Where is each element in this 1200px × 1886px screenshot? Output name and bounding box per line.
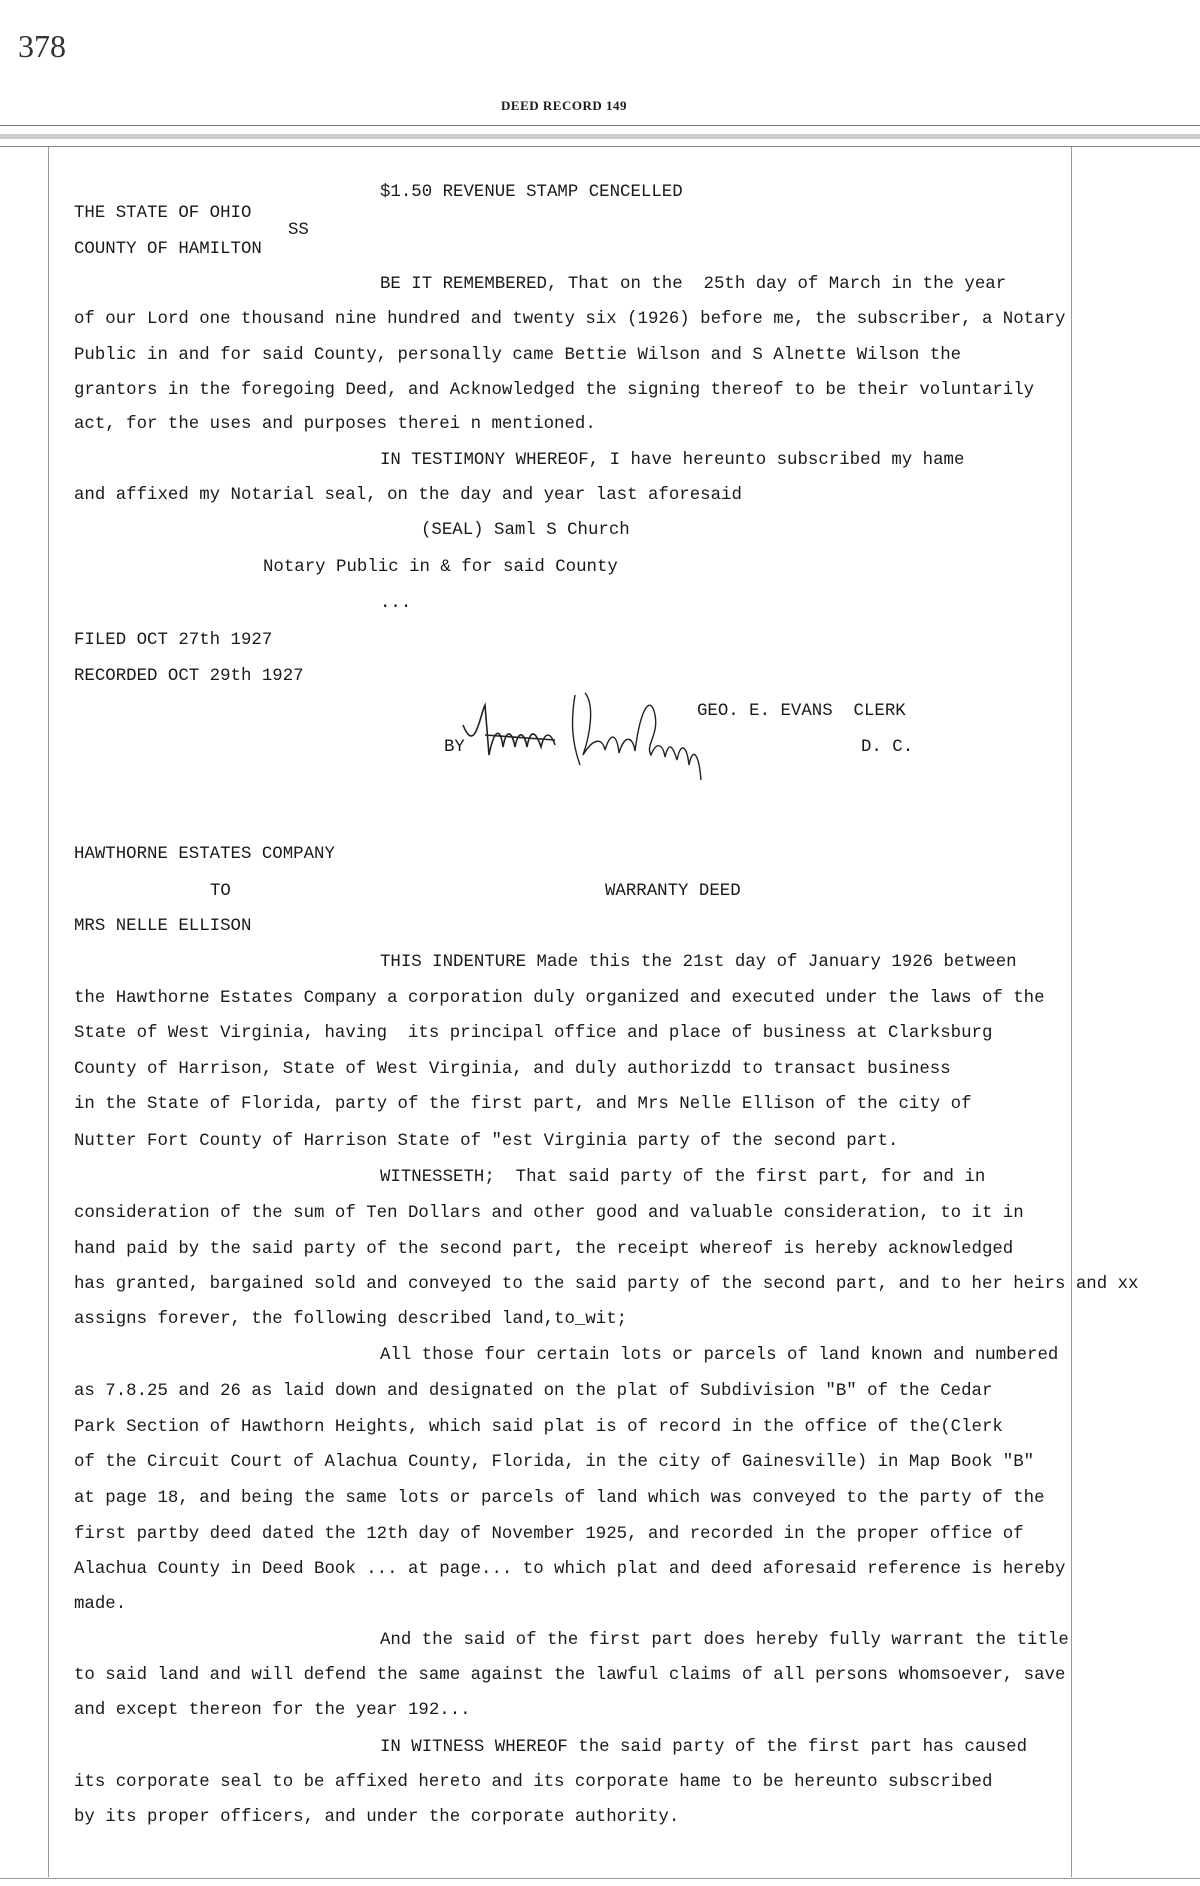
ack-line: BE IT REMEMBERED, That on the 25th day of March in the year [380, 275, 1007, 294]
to-label: TO [210, 882, 231, 901]
page-number: 378 [18, 28, 66, 64]
deed-line: Alachua County in Deed Book ... at page... to which plat and deed aforesaid reference is hereby [74, 1560, 1066, 1579]
ack-line: grantors in the foregoing Deed, and Acknowledged the signing thereof to be their voluntarily [74, 381, 1035, 400]
ack-line: of our Lord one thousand nine hundred and twenty six (1926) before me, the subscriber, a Notary [74, 310, 1066, 329]
deed-line: THIS INDENTURE Made this the 21st day of January 1926 between [380, 953, 1017, 972]
handwritten-signature [455, 685, 765, 795]
deed-line: Park Section of Hawthorn Heights, which said plat is of record in the office of the(Clerk [74, 1418, 1003, 1437]
deed-line: All those four certain lots or parcels of land known and numbered [380, 1346, 1059, 1365]
deed-line: made. [74, 1595, 127, 1614]
ack-line: act, for the uses and purposes therei n mentioned. [74, 415, 596, 434]
left-margin-line [48, 147, 49, 1877]
deed-line: has granted, bargained sold and conveyed to the said party of the second part, and to her heirs and xx [74, 1275, 1139, 1294]
state-label: THE STATE OF OHIO [74, 204, 252, 223]
deed-line: IN WITNESS WHEREOF the said party of the first part has caused [380, 1738, 1028, 1757]
deed-line: hand paid by the said party of the second part, the receipt whereof is hereby acknowledged [74, 1240, 1014, 1259]
ack-line: and affixed my Notarial seal, on the day and year last aforesaid [74, 486, 742, 505]
deed-line: Nutter Fort County of Harrison State of "est Virginia party of the second part. [74, 1132, 899, 1151]
clerk-name: GEO. E. EVANS CLERK [697, 702, 906, 721]
deed-line: to said land and will defend the same against the lawful claims of all persons whomsoever, save [74, 1666, 1066, 1685]
revenue-stamp-note: $1.50 REVENUE STAMP CENCELLED [380, 183, 683, 202]
deed-line: assigns forever, the following described land,to_wit; [74, 1310, 628, 1329]
deed-line: and except thereon for the year 192... [74, 1701, 471, 1720]
deed-line: WITNESSETH; That said party of the first part, for and in [380, 1168, 986, 1187]
recorded-date: RECORDED OCT 29th 1927 [74, 667, 304, 686]
deed-line: State of West Virginia, having its principal office and place of business at Clarksburg [74, 1024, 993, 1043]
notary-seal: (SEAL) Saml S Church [421, 521, 630, 540]
deed-line: County of Harrison, State of West Virginia, and duly authorizdd to transact business [74, 1060, 951, 1079]
header-rule-bottom [0, 146, 1200, 147]
ack-line: IN TESTIMONY WHEREOF, I have hereunto subscribed my hame [380, 451, 965, 470]
header-rule-top [0, 125, 1200, 126]
deed-line: as 7.8.25 and 26 as laid down and designated on the plat of Subdivision "B" of the Cedar [74, 1382, 993, 1401]
deed-line: its corporate seal to be affixed hereto and its corporate hame to be hereunto subscribed [74, 1773, 993, 1792]
ellipsis: ... [380, 594, 412, 613]
deed-line: of the Circuit Court of Alachua County, Florida, in the city of Gainesville) in Map Book "B" [74, 1453, 1035, 1472]
grantor-name: HAWTHORNE ESTATES COMPANY [74, 845, 335, 864]
deed-line: the Hawthorne Estates Company a corporation duly organized and executed under the laws of the [74, 989, 1045, 1008]
notary-title: Notary Public in & for said County [263, 558, 618, 577]
bottom-rule [0, 1878, 1200, 1879]
right-margin-line [1071, 147, 1072, 1877]
ss-label: SS [288, 221, 309, 240]
county-label: COUNTY OF HAMILTON [74, 240, 262, 259]
header-rule-middle [0, 134, 1200, 139]
deed-line: at page 18, and being the same lots or parcels of land which was conveyed to the party of the [74, 1489, 1045, 1508]
deed-line: And the said of the first part does hereby fully warrant the title [380, 1631, 1069, 1650]
grantee-name: MRS NELLE ELLISON [74, 917, 252, 936]
deed-line: by its proper officers, and under the corporate authority. [74, 1808, 680, 1827]
deed-line: first partby deed dated the 12th day of November 1925, and recorded in the proper office of [74, 1525, 1024, 1544]
page-header: DEED RECORD 149 [501, 98, 627, 113]
deed-type-title: WARRANTY DEED [605, 882, 741, 901]
filed-date: FILED OCT 27th 1927 [74, 631, 273, 650]
deed-line: in the State of Florida, party of the first part, and Mrs Nelle Ellison of the city of [74, 1095, 972, 1114]
ack-line: Public in and for said County, personally came Bettie Wilson and S Alnette Wilson the [74, 346, 962, 365]
deputy-clerk-label: D. C. [861, 738, 914, 757]
deed-line: consideration of the sum of Ten Dollars and other good and valuable consideration, to it in [74, 1204, 1024, 1223]
by-label: BY [444, 738, 465, 757]
